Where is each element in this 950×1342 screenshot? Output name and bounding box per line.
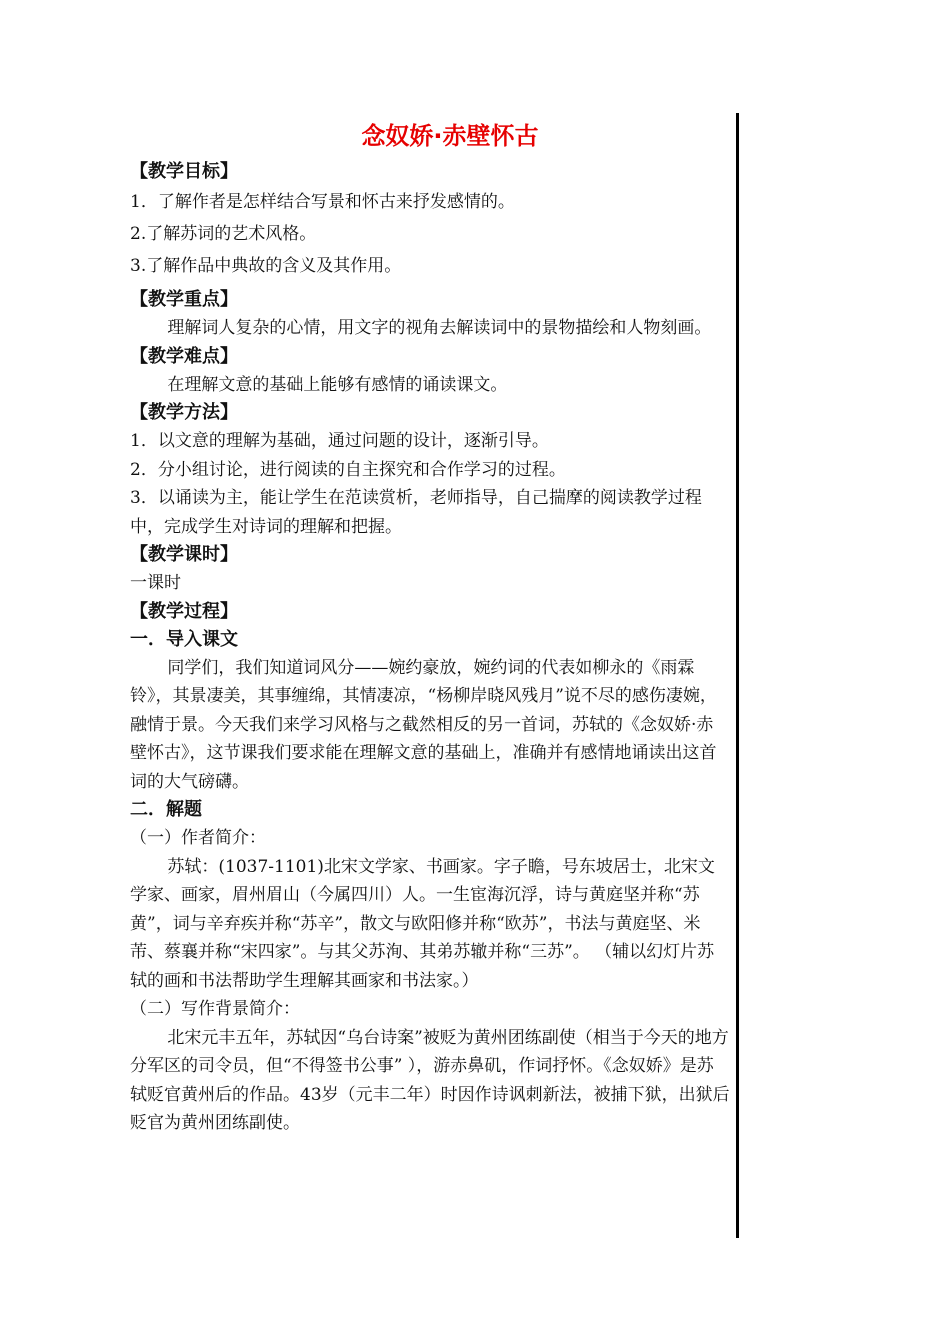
hours-text: 一课时	[130, 573, 181, 593]
page-title: 念奴娇·赤壁怀古	[361, 122, 539, 150]
margin-rule	[736, 113, 739, 1238]
document-body	[130, 118, 730, 1138]
objective-item: 2.了解苏词的艺术风格。	[130, 224, 317, 244]
key-heading: 【教学重点】	[130, 289, 238, 310]
objectives-list	[130, 186, 730, 282]
author-text: 苏轼：(1037-1101)北宋文学家、书画家。字子瞻，号东坡居士，北宋文学家、画家，眉州眉山（今属四川）人。一生宦海沉浮，诗与黄庭坚并称“苏黄”，词与辛弃疾并称“苏辛”，散文与欧阳修并称“欧苏”，书法与黄庭坚、米芾、蔡襄并称“宋四家”。与其父苏洵、其弟苏辙并称“三苏”。 （辅以幻灯片苏轼的画和书法帮助学生理解其画家和书法家。）	[130, 856, 715, 991]
author-heading: （一）作者简介：	[130, 828, 266, 848]
method-item: 1．以文意的理解为基础，通过问题的设计，逐渐引导。	[130, 431, 549, 451]
step2-heading: 二．解题	[130, 799, 202, 820]
objective-item: 3.了解作品中典故的含义及其作用。	[130, 256, 402, 276]
method-heading: 【教学方法】	[130, 402, 238, 423]
hours-heading: 【教学课时】	[130, 544, 238, 565]
background-text: 北宋元丰五年，苏轼因“乌台诗案”被贬为黄州团练副使（相当于今天的地方分军区的司令员，但“不得签书公事” ），游赤鼻矶，作词抒怀。《念奴娇》是苏轼贬官黄州后的作品。43岁（元丰二年）时因作诗讽刺新法，被捕下狱，出狱后贬官为黄州团练副使。	[130, 1027, 730, 1133]
background-heading: （二）写作背景简介：	[130, 999, 300, 1019]
objective-item: 1．了解作者是怎样结合写景和怀古来抒发感情的。	[130, 192, 515, 212]
process-heading: 【教学过程】	[130, 600, 238, 622]
method-item: 2．分小组讨论，进行阅读的自主探究和合作学习的过程。	[130, 459, 566, 480]
difficulty-text: 在理解文意的基础上能够有感情的诵读课文。	[167, 374, 508, 395]
step1-text: 同学们，我们知道词风分——婉约豪放，婉约词的代表如柳永的《雨霖铃》，其景凄美，其事缠绵，其情凄凉，“杨柳岸晓风残月”说不尽的感伤凄婉，融情于景。今天我们来学习风格与之截然相反的另一首词，苏轼的《念奴娇·赤壁怀古》，这节课我们要求能在理解文意的基础上，准确并有感情地诵读出这首词的大气磅礴。	[130, 657, 717, 792]
step1-heading: 一．导入课文	[130, 628, 238, 650]
key-text: 理解词人复杂的心情，用文字的视角去解读词中的景物描绘和人物刻画。	[167, 318, 712, 338]
objectives-heading: 【教学目标】	[130, 161, 238, 182]
method-item: 3．以诵读为主，能让学生在范读赏析，老师指导，自己揣摩的阅读教学过程中，完成学生对诗词的理解和把握。	[130, 488, 702, 537]
difficulty-heading: 【教学难点】	[130, 345, 238, 367]
